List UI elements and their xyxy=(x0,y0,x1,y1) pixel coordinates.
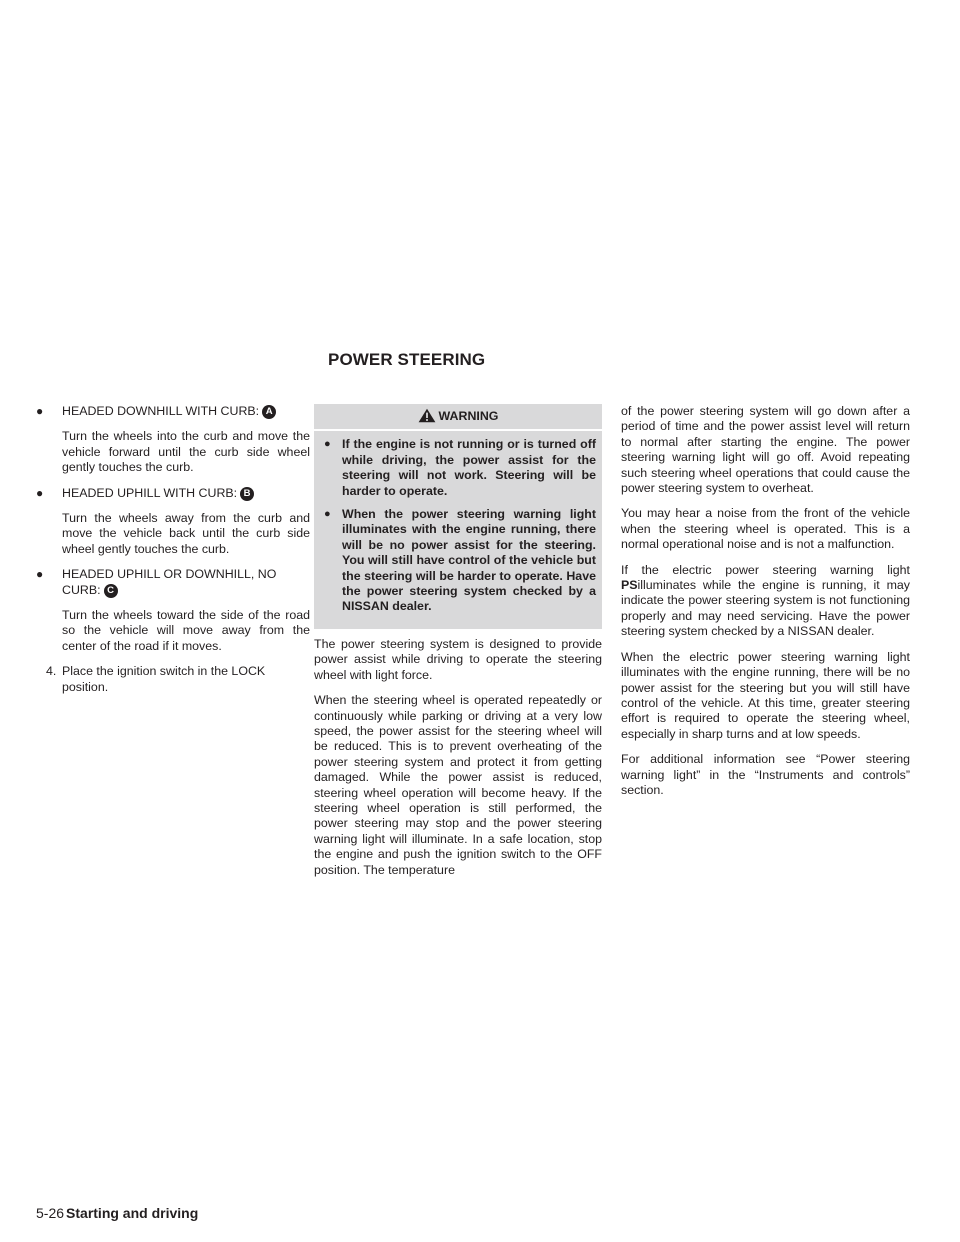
bullet-heading: HEADED UPHILL OR DOWNHILL, NO CURB: xyxy=(62,567,277,597)
bullet-text: Turn the wheels away from the curb and move the vehicle back until the curb side wheel gently touches the curb. xyxy=(62,511,310,556)
bullet-text: Turn the wheels toward the side of the road so the vehicle will move away from the center of the road if it moves. xyxy=(62,608,310,653)
right-column xyxy=(621,404,910,808)
middle-column xyxy=(314,404,602,888)
warning-item-text: If the engine is not running or is turned off while driving, the power assist for the steering will not work. Steering will be harder to operate. xyxy=(342,437,596,498)
left-column xyxy=(36,404,310,695)
page-number: 5-26 xyxy=(36,1205,65,1221)
callout-a-icon: A xyxy=(262,405,276,419)
warning-item xyxy=(322,507,596,615)
warning-item xyxy=(322,437,596,499)
section-title: POWER STEERING xyxy=(328,350,486,369)
power-steering-warning-symbol: PS xyxy=(621,578,638,593)
callout-c-icon: C xyxy=(104,584,118,598)
bullet-dot: ● xyxy=(324,438,331,451)
bullet-dot: ● xyxy=(36,567,44,582)
paragraph: The power steering system is designed to provide power assist while driving to operate the steering wheel with light force. xyxy=(314,636,602,682)
bullet-uphill-curb xyxy=(36,486,310,501)
callout-b-icon: B xyxy=(240,487,254,501)
bullet-heading: HEADED UPHILL WITH CURB: xyxy=(62,485,238,500)
paragraph-text: If the electric power steering warning light xyxy=(621,562,910,577)
step-text: Place the ignition switch in the LOCK position. xyxy=(62,664,266,694)
warning-box xyxy=(314,404,602,629)
bullet-heading: HEADED DOWNHILL WITH CURB: xyxy=(62,404,260,418)
paragraph-warning-light xyxy=(621,563,910,640)
bullet-no-curb xyxy=(36,567,310,598)
paragraph-text: illuminates while the engine is running, it may indicate the power steering system is not functioning properly and may need servicing. Have the power steering system checked by a NISSAN dealer. xyxy=(621,578,910,639)
bullet-downhill-curb xyxy=(36,404,310,419)
warning-item-text: When the power steering warning light illuminates with the engine running, there will be no power assist for the steering. You will still have control of the vehicle but the steering will be harder to operate. Have the power steering system checked by a NISSAN dealer. xyxy=(342,507,596,614)
paragraph: of the power steering system will go down after a period of time and the power assist level will return to normal after starting the engine. The power steering warning light will go off. Avoid repeating such steering wheel operations that could cause the power steering system to overheat. xyxy=(621,404,910,496)
paragraph: When the steering wheel is operated repeatedly or continuously while parking or driving at a very low speed, the power assist for the steering wheel will be reduced. This is to prevent overheating of the power steering system and protect it from getting damaged. While the power assist is reduced, steering wheel operation will become heavy. If the steering wheel operation is still performed, the power steering may stop and the power steering warning light will illuminate. In a safe location, stop the engine and push the ignition switch to the OFF position. The temperature xyxy=(314,693,602,877)
bullet-dot: ● xyxy=(36,404,44,418)
page-footer xyxy=(36,1205,198,1221)
step-number: 4. xyxy=(46,664,57,679)
bullet-dot: ● xyxy=(36,485,44,500)
paragraph: You may hear a noise from the front of the vehicle when the steering wheel is operated. This is a normal operational noise and is not a malfunction. xyxy=(621,506,910,552)
step-4 xyxy=(36,664,310,695)
paragraph: When the electric power steering warning light illuminates with the engine running, there will be no power assist for the steering but you will still have control of the vehicle. At this time, greater steering effort is required to operate the steering wheel, especially in sharp turns and at low speeds. xyxy=(621,649,910,741)
bullet-dot: ● xyxy=(324,508,331,521)
warning-title: WARNING xyxy=(438,409,499,423)
warning-triangle-icon xyxy=(418,408,436,423)
bullet-text: Turn the wheels into the curb and move the vehicle forward until the curb side wheel gently touches the curb. xyxy=(62,429,310,475)
chapter-title: Starting and driving xyxy=(66,1205,199,1221)
warning-header xyxy=(314,404,602,431)
paragraph: For additional information see “Power steering warning light” in the “Instruments and controls” section. xyxy=(621,752,910,797)
